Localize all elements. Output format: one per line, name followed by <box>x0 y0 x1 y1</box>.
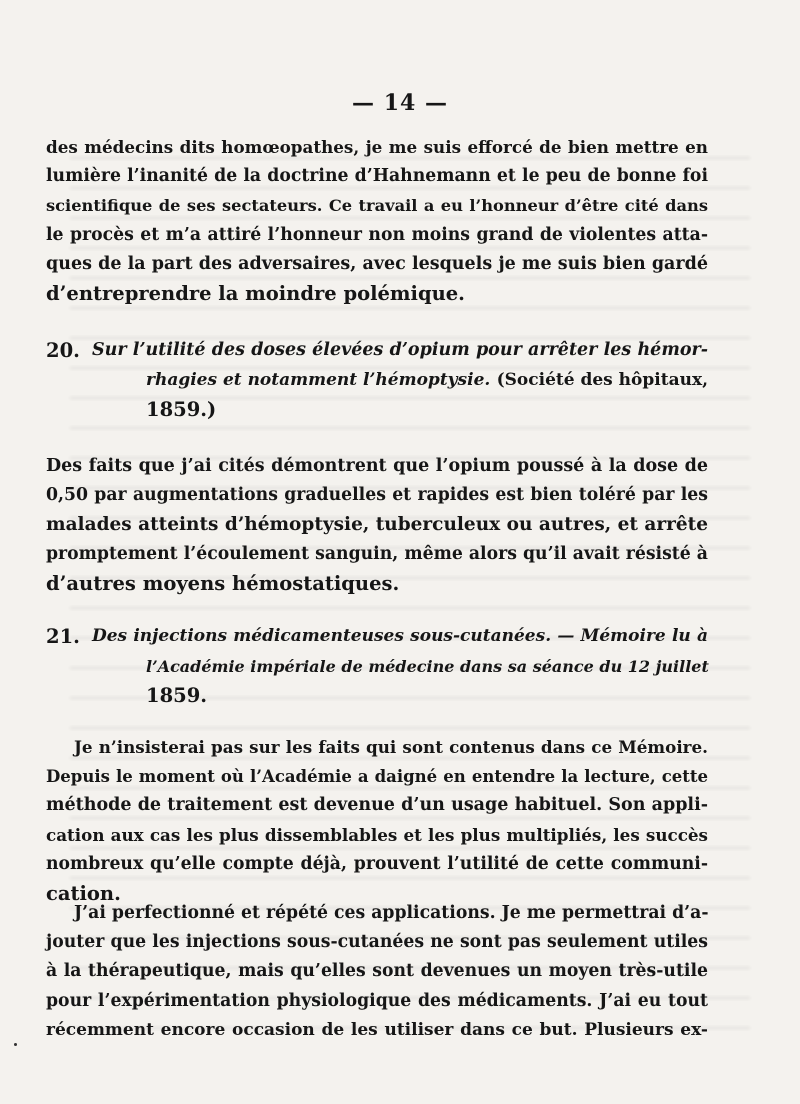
entry-title-line <box>92 652 708 682</box>
text-line: Je n’insisterai pas sur les faits qui sont contenus dans ce Mémoire. <box>74 737 708 757</box>
text-line: des médecins dits homœopathes, je me suis efforcé de bien mettre en <box>46 137 708 157</box>
text-line: nombreux qu’elle compte déjà, prouvent l’utilité de cette communi- <box>46 853 708 874</box>
text-line: méthode de traitement est devenue d’un usage habituel. Son appli- <box>46 795 708 816</box>
entry-source: (Société des hôpitaux, <box>496 369 708 390</box>
entry-title-line <box>92 366 708 396</box>
entry-year: 1859.) <box>146 398 217 422</box>
entry-title-text: Sur l’utilité des doses élevées d’opium pour arrêter les hémor- <box>92 340 708 360</box>
entry-20-heading <box>46 336 708 425</box>
entry-21-heading <box>46 622 708 711</box>
text-line: lumière l’inanité de la doctrine d’Hahnemann et le peu de bonne foi <box>46 166 708 187</box>
text-line: promptement l’écoulement sanguin, même alors qu’il avait résisté à <box>46 543 708 564</box>
text-line: à la thérapeutique, mais qu’elles sont devenues un moyen très-utile <box>46 961 708 982</box>
intro-paragraph <box>46 133 708 308</box>
entry-title-line <box>92 622 708 652</box>
entry-title-text: l’Académie impériale de médecine dans sa séance du 12 juillet <box>146 656 709 676</box>
text-line: pour l’expérimentation physiologique des médicaments. J’ai eu tout <box>46 990 708 1011</box>
text-line: Depuis le moment où l’Académie a daigné en entendre la lecture, cette <box>46 767 708 787</box>
text-line: le procès et m’a attiré l’honneur non moins grand de violentes atta- <box>46 224 708 245</box>
entry-number: 21. <box>46 625 80 648</box>
text-line: scientifique de ses sectateurs. Ce travail a eu l’honneur d’être cité dans <box>46 196 708 216</box>
text-line: ques de la part des adversaires, avec lesquels je me suis bien gardé <box>46 253 708 274</box>
entry-21-paragraph-2 <box>46 899 708 1045</box>
text-line: 0,50 par augmentations graduelles et rapides est bien toléré par les <box>46 485 708 506</box>
entry-20-paragraph <box>46 452 708 598</box>
text-line: d’autres moyens hémostatiques. <box>46 571 400 595</box>
text-line: jouter que les injections sous-cutanées ne sont pas seulement utiles <box>46 932 708 953</box>
entry-title-text: rhagies et notamment l’hémoptysie. <box>146 369 491 390</box>
text-line: d’entreprendre la moindre polémique. <box>46 282 465 306</box>
text-line: J’ai perfectionné et répété ces applications. Je me permettrai d’a- <box>74 903 709 923</box>
text-line: cation aux cas les plus dissemblables et les plus multipliés, les succès <box>46 824 708 845</box>
text-line: malades atteints d’hémoptysie, tuberculeux ou autres, et arrête <box>46 514 708 536</box>
text-line: cation. <box>46 882 121 906</box>
text-line: Des faits que j’ai cités démontrent que l’opium poussé à la dose de <box>46 456 708 476</box>
page-number: — 14 — <box>352 90 448 116</box>
entry-title-text: Des injections médicamenteuses sous-cutanées. — Mémoire lu à <box>92 626 708 646</box>
entry-title-line <box>92 336 708 366</box>
entry-number: 20. <box>46 339 80 362</box>
entry-year: 1859. <box>146 684 208 708</box>
text-line: récemment encore occasion de les utiliser dans ce but. Plusieurs ex- <box>46 1019 708 1040</box>
entry-21-paragraph-1 <box>46 733 708 908</box>
edge-mark <box>14 1043 17 1046</box>
